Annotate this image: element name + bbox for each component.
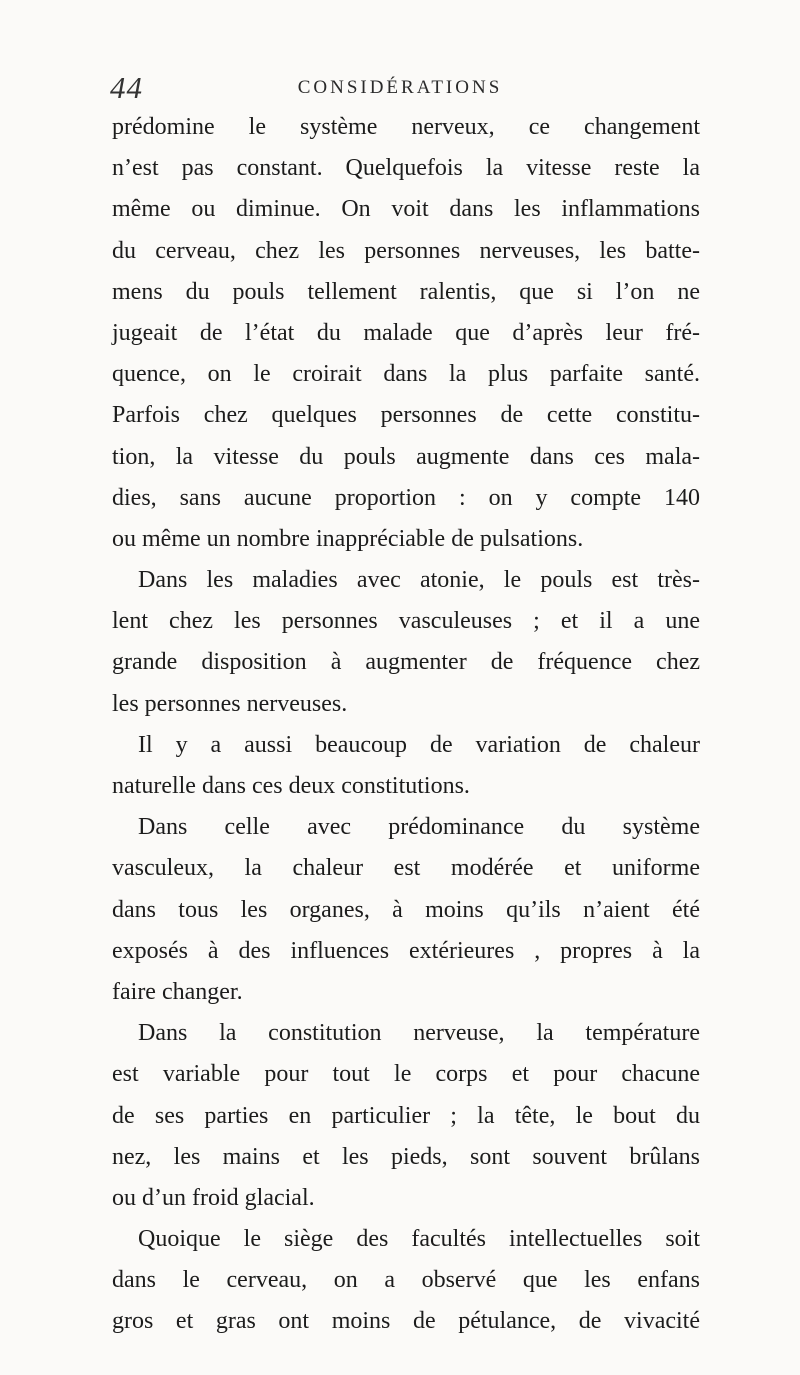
text-line: gros et gras ont moins de pétulance, de vivacité <box>112 1308 700 1335</box>
running-head: CONSIDÉRATIONS <box>297 77 503 98</box>
text-line: Il y a aussi beaucoup de variation de chaleur <box>138 731 700 758</box>
text-line: dans le cerveau, on a observé que les enfans <box>112 1267 700 1294</box>
text-line: grande disposition à augmenter de fréquence chez <box>112 649 700 676</box>
text-line: Dans la constitution nerveuse, la température <box>138 1020 700 1047</box>
text-line: Dans celle avec prédominance du système <box>138 814 700 841</box>
body-text <box>112 107 700 1343</box>
text-line: dans tous les organes, à moins qu’ils n’aient été <box>112 896 700 923</box>
text-line: naturelle dans ces deux constitutions. <box>112 773 470 799</box>
text-line: jugeait de l’état du malade que d’après leur fré- <box>112 319 700 346</box>
text-line: de ses parties en particulier ; la tête, le bout du <box>112 1102 700 1129</box>
text-line: nez, les mains et les pieds, sont souvent brûlans <box>112 1143 700 1170</box>
text-line: mens du pouls tellement ralentis, que si l’on ne <box>112 278 700 305</box>
text-line: ou même un nombre inappréciable de pulsations. <box>112 525 584 552</box>
text-line: vasculeux, la chaleur est modérée et uniforme <box>112 855 700 882</box>
text-line: les personnes nerveuses. <box>112 690 348 717</box>
text-line: dies, sans aucune proportion : on y compte 140 <box>112 484 700 511</box>
text-line: tion, la vitesse du pouls augmente dans ces mala- <box>112 443 700 470</box>
text-line: ou d’un froid glacial. <box>112 1184 315 1211</box>
text-line: n’est pas constant. Quelquefois la vitesse reste la <box>112 155 700 182</box>
text-line: Dans les maladies avec atonie, le pouls est très- <box>138 567 700 594</box>
page-number: 44 <box>110 70 143 105</box>
text-line: Quoique le siège des facultés intellectuelles soit <box>138 1226 700 1253</box>
text-line: lent chez les personnes vasculeuses ; et il a une <box>112 608 700 635</box>
text-line: même ou diminue. On voit dans les inflammations <box>112 196 700 223</box>
page-header <box>0 70 800 110</box>
text-line: du cerveau, chez les personnes nerveuses, les batte- <box>112 237 700 264</box>
text-line: Parfois chez quelques personnes de cette constitu- <box>112 402 700 429</box>
text-line: prédomine le système nerveux, ce changement <box>112 114 700 140</box>
text-line: faire changer. <box>112 978 243 1005</box>
text-line: quence, on le croirait dans la plus parfaite santé. <box>112 361 700 388</box>
text-line: est variable pour tout le corps et pour chacune <box>112 1061 700 1088</box>
text-line: exposés à des influences extérieures , propres à la <box>112 937 700 964</box>
